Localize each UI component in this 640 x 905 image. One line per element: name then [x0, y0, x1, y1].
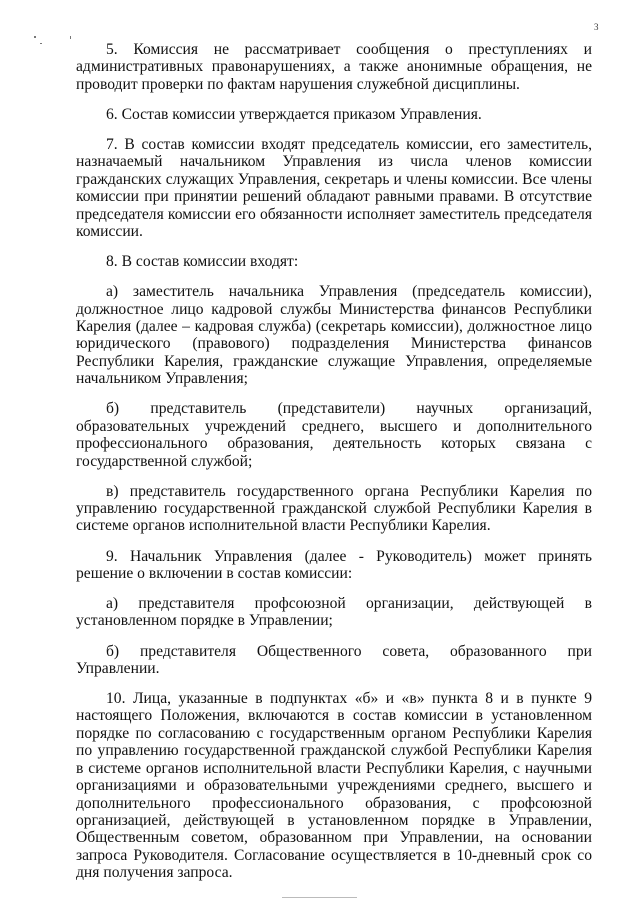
paragraph-9b: б) представителя Общественного совета, образованного при Управлении.	[76, 642, 592, 677]
paragraph-8b: б) представитель (представители) научных организаций, образовательных учреждений среднего, высшего и дополнительного профессионального образования, деятельность которых связана с государственной службой;	[76, 400, 592, 470]
paragraph-8a: а) заместитель начальника Управления (председатель комиссии), должностное лицо кадровой службы Министерства финансов Республики Карелия (далее – кадровая служба) (секретарь комиссии), должностное лицо юридического (правового) подразделения Министерства финансов Республики Карелия, гражданские служащие Управления, определяемые начальником Управления;	[76, 283, 592, 388]
paragraph-6: 6. Состав комиссии утверждается приказом Управления.	[106, 105, 482, 123]
paragraph-8v: в) представитель государственного органа Республики Карелия по управлению государственной гражданской службой Республики Карелия в системе органов исполнительной власти Республики Карелия.	[76, 482, 592, 535]
paragraph-9: 9. Начальник Управления (далее - Руководитель) может принять решение о включении в состав комиссии:	[76, 547, 592, 582]
scan-mark-dot	[70, 36, 71, 39]
paragraph-8: 8. В состав комиссии входят:	[106, 253, 299, 271]
document-body	[76, 41, 592, 882]
paragraph-5: 5. Комиссия не рассматривает сообщения о преступлениях и административных правонарушениях, а также анонимные обращения, не проводит проверки по фактам нарушения служебной дисциплины.	[76, 41, 592, 93]
scan-mark-dot	[40, 43, 42, 44]
paragraph-9a: а) представителя профсоюзной организации, действующей в установленном порядке в Управлении;	[76, 595, 592, 630]
scan-mark-dot	[34, 36, 36, 38]
paragraph-10: 10. Лица, указанные в подпунктах «б» и «в» пункта 8 и в пункте 9 настоящего Положения, включаются в состав комиссии в установленном порядке по согласованию с государственным органом Республики Карелия по управлению государственной гражданской службой Республики Карелия в системе органов исполнительной власти Республики Карелия, с научными организациями и образовательными учреждениями среднего, высшего и дополнительного профессионального образования, с профсоюзной организацией, действующей в установленном порядке в Управлении, Общественным советом, образованном при Управлении, на основании запроса Руководителя. Согласование осуществляется в 10-дневный срок со дня получения запроса.	[76, 690, 592, 882]
paragraph-7: 7. В состав комиссии входят председатель комиссии, его заместитель, назначаемый начальником Управления из числа членов комиссии гражданских служащих Управления, секретарь и члены комиссии. Все члены комиссии при принятии решений обладают равными правами. В отсутствие председателя комиссии его обязанности исполняет заместитель председателя комиссии.	[76, 136, 592, 241]
scan-edge-line	[282, 897, 357, 898]
page-number: 3	[594, 22, 599, 32]
